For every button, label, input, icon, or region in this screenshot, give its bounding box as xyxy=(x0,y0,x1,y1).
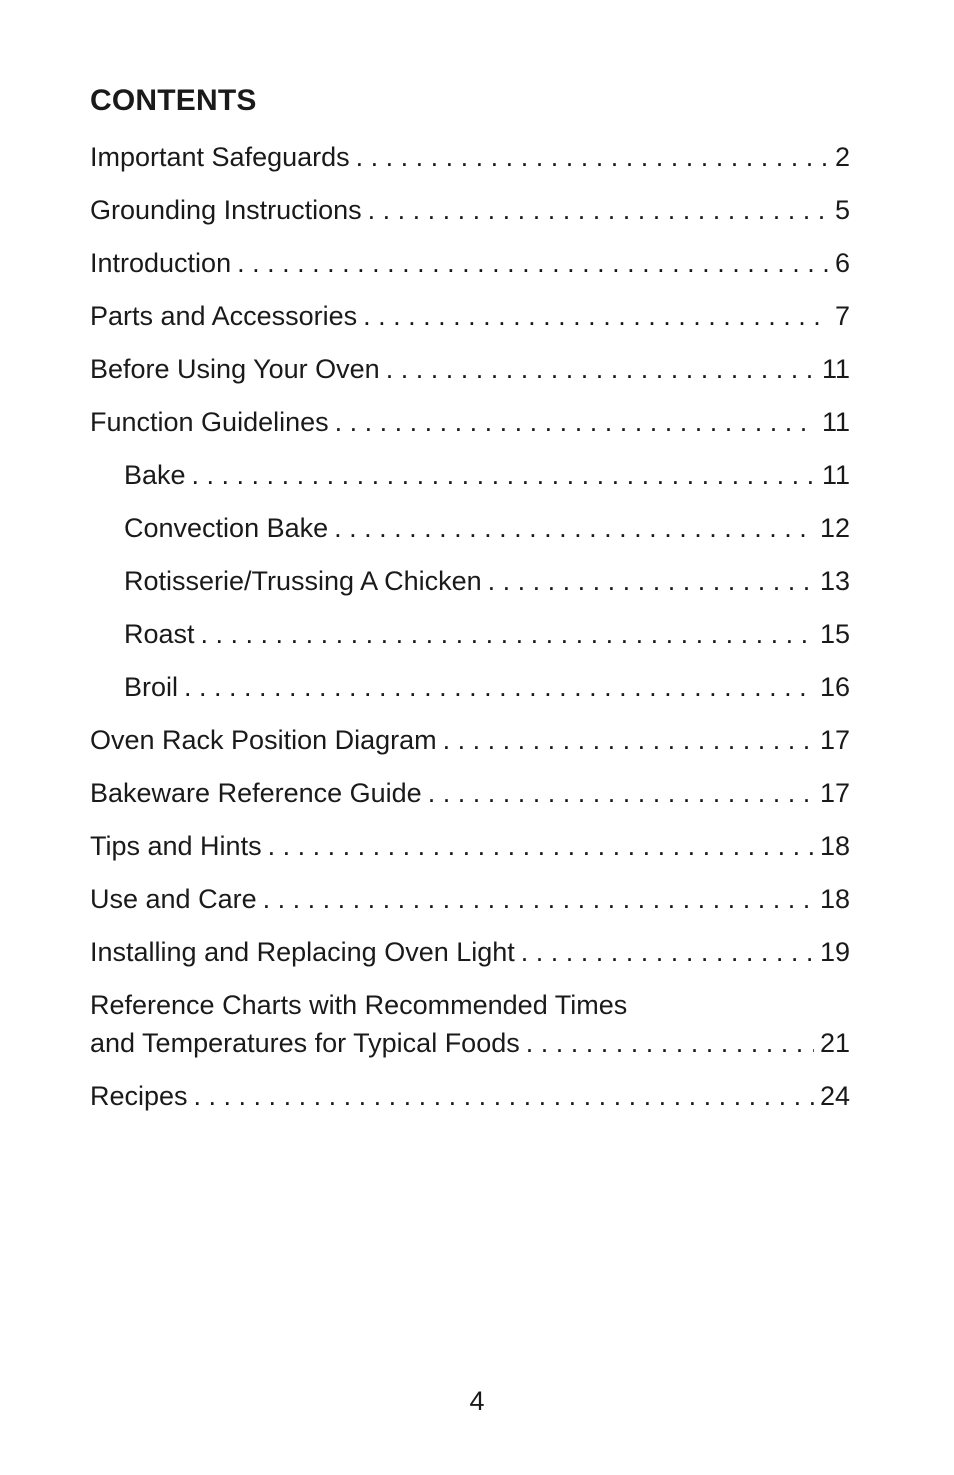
toc-entry-title: Rotisserie/Trussing A Chicken xyxy=(124,566,482,596)
page-number: 4 xyxy=(469,1386,485,1416)
toc-entry-page: 18 xyxy=(819,831,850,861)
toc-entry-page: 11 xyxy=(821,460,850,490)
toc-entry-oven-rack-position-diagram[interactable] xyxy=(90,721,850,759)
dot-leader xyxy=(237,244,829,282)
contents-page xyxy=(90,82,850,1130)
dot-leader xyxy=(443,721,814,759)
toc-entry-broil[interactable] xyxy=(90,668,850,706)
toc-entry-page: 21 xyxy=(819,1028,850,1058)
toc-entry-title: Recipes xyxy=(90,1081,188,1111)
toc-entry-convection-bake[interactable] xyxy=(90,509,850,547)
toc-entry-introduction[interactable] xyxy=(90,244,850,282)
toc-entry-title: Broil xyxy=(124,672,179,702)
toc-entry-page: 19 xyxy=(819,937,850,967)
toc-entry-title: Bake xyxy=(124,460,186,490)
toc-entry-use-and-care[interactable] xyxy=(90,880,850,918)
dot-leader xyxy=(526,1024,814,1062)
toc-entry-title: Convection Bake xyxy=(124,513,329,543)
dot-leader xyxy=(334,509,814,547)
toc-entry-page: 12 xyxy=(819,513,850,543)
toc-entry-page: 2 xyxy=(834,142,850,172)
dot-leader xyxy=(488,562,814,600)
toc-entry-title: Bakeware Reference Guide xyxy=(90,778,422,808)
toc-entry-rotisserie-trussing[interactable] xyxy=(90,562,850,600)
toc-entry-title: Oven Rack Position Diagram xyxy=(90,725,437,755)
dot-leader xyxy=(428,774,814,812)
toc-entry-page: 17 xyxy=(819,778,850,808)
dot-leader xyxy=(268,827,814,865)
toc-entry-page: 11 xyxy=(821,407,850,437)
toc-entry-reference-charts[interactable] xyxy=(90,986,850,1062)
toc-entry-function-guidelines[interactable] xyxy=(90,403,850,441)
toc-entry-parts-and-accessories[interactable] xyxy=(90,297,850,335)
toc-entry-page: 15 xyxy=(819,619,850,649)
toc-entry-title: Function Guidelines xyxy=(90,407,329,437)
dot-leader xyxy=(386,350,816,388)
toc-entry-grounding-instructions[interactable] xyxy=(90,191,850,229)
toc-entry-important-safeguards[interactable] xyxy=(90,138,850,176)
contents-heading: CONTENTS xyxy=(90,84,257,117)
toc-entry-bakeware-reference-guide[interactable] xyxy=(90,774,850,812)
toc-entry-title: Grounding Instructions xyxy=(90,195,362,225)
toc-entry-before-using-your-oven[interactable] xyxy=(90,350,850,388)
toc-entry-page: 7 xyxy=(834,301,850,331)
toc-entry-title: Parts and Accessories xyxy=(90,301,358,331)
toc-entry-recipes[interactable] xyxy=(90,1077,850,1115)
toc-entry-installing-oven-light[interactable] xyxy=(90,933,850,971)
toc-entry-bake[interactable] xyxy=(90,456,850,494)
toc-entry-title: Use and Care xyxy=(90,884,257,914)
toc-entry-title-line1: Reference Charts with Recommended Times xyxy=(90,990,628,1020)
dot-leader xyxy=(363,297,829,335)
toc-entry-page: 13 xyxy=(819,566,850,596)
dot-leader xyxy=(335,403,816,441)
dot-leader xyxy=(201,615,814,653)
toc-entry-tips-and-hints[interactable] xyxy=(90,827,850,865)
toc-entry-title: Important Safeguards xyxy=(90,142,350,172)
dot-leader xyxy=(184,668,814,706)
toc-entry-roast[interactable] xyxy=(90,615,850,653)
toc-entry-title: and Temperatures for Typical Foods xyxy=(90,1028,520,1058)
toc-entry-page: 24 xyxy=(819,1081,850,1111)
toc-entry-page: 5 xyxy=(834,195,850,225)
dot-leader xyxy=(263,880,814,918)
toc-entry-page: 6 xyxy=(834,248,850,278)
toc-entry-page: 17 xyxy=(819,725,850,755)
toc-entry-title: Introduction xyxy=(90,248,232,278)
toc-entry-title: Before Using Your Oven xyxy=(90,354,380,384)
toc-entry-page: 16 xyxy=(819,672,850,702)
dot-leader xyxy=(192,456,816,494)
toc-entry-page: 18 xyxy=(819,884,850,914)
dot-leader xyxy=(356,138,829,176)
dot-leader xyxy=(194,1077,814,1115)
toc-entry-title: Tips and Hints xyxy=(90,831,262,861)
dot-leader xyxy=(521,933,814,971)
toc-entry-title: Installing and Replacing Oven Light xyxy=(90,937,515,967)
toc-entry-page: 11 xyxy=(821,354,850,384)
table-of-contents xyxy=(90,138,850,1115)
dot-leader xyxy=(368,191,829,229)
toc-entry-title: Roast xyxy=(124,619,195,649)
